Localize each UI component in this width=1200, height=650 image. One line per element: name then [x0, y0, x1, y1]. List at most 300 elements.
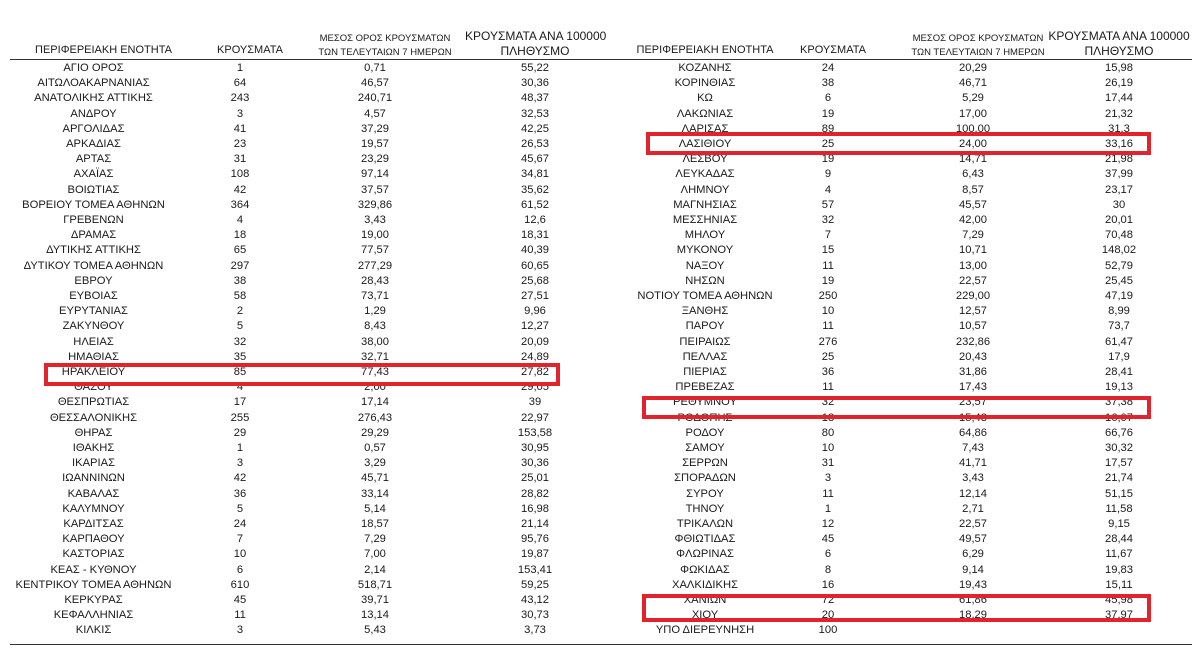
cell-cases: 72: [821, 594, 835, 606]
cell-per100k: 40,39: [521, 244, 549, 257]
cell-avg: 1,29: [364, 305, 386, 318]
cell-region: ΜΑΓΝΗΣΙΑΣ: [673, 198, 737, 211]
cell-avg: 5,29: [962, 92, 984, 105]
table-row: [0, 122, 600, 137]
cell-region: ΗΛΕΙΑΣ: [73, 335, 114, 348]
cell-region: ΚΑΒΑΛΑΣ: [67, 487, 120, 500]
cell-avg: 20,29: [959, 62, 987, 74]
cell-per100k: 12,27: [521, 320, 549, 333]
cell-region: ΛΕΥΚΑΔΑΣ: [675, 168, 735, 181]
cell-cases: 11: [822, 381, 834, 394]
cell-cases: 297: [230, 259, 250, 272]
cell-per100k: 30,36: [521, 77, 549, 90]
cell-per100k: 148,02: [1101, 244, 1137, 257]
cell-per100k: 20,09: [521, 335, 549, 348]
cell-per100k: 48,37: [521, 92, 549, 105]
cell-avg: 17,43: [959, 381, 987, 394]
header-region: ΠΕΡΙΦΕΡΕΙΑΚΗ ΕΝΟΤΗΤΑ: [35, 44, 172, 56]
table-row: [598, 350, 1198, 365]
cell-avg: 37,57: [361, 183, 389, 196]
cell-per100k: 55,22: [521, 62, 549, 74]
cell-cases: 31: [233, 153, 247, 166]
cell-per100k: 9,96: [524, 305, 546, 318]
cell-avg: 4,57: [364, 107, 386, 120]
cell-per100k: 22,97: [521, 411, 549, 424]
cell-per100k: 9,15: [1108, 518, 1130, 530]
cell-region: ΑΓΙΟ ΟΡΟΣ: [63, 62, 124, 74]
table-row: [598, 259, 1198, 274]
cell-per100k: 28,44: [1105, 533, 1133, 546]
table-row: [0, 547, 600, 562]
header-per100k-line1: ΚΡΟΥΣΜΑΤΑ ΑΝΑ 100000: [1048, 29, 1190, 43]
cell-region: ΜΥΚΟΝΟΥ: [676, 244, 734, 257]
cell-cases: 15: [821, 244, 835, 257]
cell-avg: 7,43: [962, 442, 984, 454]
cell-cases: 18: [821, 411, 835, 424]
cell-avg: 97,14: [361, 168, 389, 181]
cell-avg: 329,86: [357, 198, 393, 211]
cell-per100k: 17,44: [1105, 92, 1133, 105]
cell-cases: 3: [236, 624, 244, 637]
cell-per100k: 59,25: [521, 578, 549, 591]
cell-per100k: 17,57: [1105, 457, 1133, 470]
cell-per100k: 37,97: [1105, 609, 1133, 622]
cell-per100k: 12,6: [524, 214, 546, 226]
cell-avg: 31,86: [959, 366, 987, 378]
cell-avg: 38,00: [361, 335, 389, 348]
cell-avg: 13,14: [361, 609, 389, 622]
cell-region: ΥΠΟ ΔΙΕΡΕΥΝΗΣΗ: [655, 624, 755, 637]
cell-region: ΔΡΑΜΑΣ: [70, 229, 117, 242]
header-per100k-line2: ΠΛΗΘΥΣΜΟ: [1084, 44, 1154, 58]
table-row: [598, 623, 1198, 638]
cell-cases: 4: [236, 381, 244, 394]
cell-region: ΒΟΡΕΙΟΥ ΤΟΜΕΑ ΑΘΗΝΩΝ: [22, 198, 165, 211]
cell-region: ΚΕΑΣ - ΚΥΘΝΟΥ: [50, 563, 137, 576]
cell-avg: 46,71: [959, 77, 987, 90]
cell-per100k: 19,13: [1105, 381, 1133, 394]
cell-avg: 12,14: [959, 487, 987, 500]
cell-avg: 276,43: [357, 411, 393, 424]
cell-region: ΕΒΡΟΥ: [74, 274, 113, 287]
cell-region: ΑΝΔΡΟΥ: [70, 107, 117, 120]
table-row: [598, 198, 1198, 213]
table-row: [0, 532, 600, 547]
cell-cases: 19: [821, 274, 835, 287]
cell-region: ΦΘΙΩΤΙΔΑΣ: [674, 533, 736, 546]
cell-avg: 0,57: [364, 442, 386, 454]
cell-cases: 16: [821, 578, 835, 591]
cell-region: ΡΟΔΟΥ: [685, 426, 725, 439]
cell-avg: 12,57: [959, 305, 987, 318]
cell-avg: 2,14: [364, 563, 386, 576]
cell-cases: 9: [824, 168, 832, 181]
cell-cases: 2: [236, 305, 244, 318]
cell-region: ΔΥΤΙΚΗΣ ΑΤΤΙΚΗΣ: [46, 244, 141, 257]
cell-region: ΕΥΒΟΙΑΣ: [69, 290, 118, 302]
table-row: [598, 532, 1198, 547]
table-row: [0, 152, 600, 167]
cell-cases: 243: [230, 92, 250, 105]
cell-per100k: 19,87: [521, 548, 549, 561]
cell-per100k: 153,58: [517, 426, 553, 439]
cell-per100k: 153,41: [517, 563, 553, 576]
cell-per100k: 30,95: [521, 442, 549, 454]
cell-per100k: 37,99: [1105, 168, 1133, 181]
cell-cases: 10: [821, 442, 835, 454]
cell-per100k: 25,45: [1105, 274, 1133, 287]
cell-cases: 6: [824, 92, 832, 105]
cell-cases: 1: [236, 442, 244, 454]
cell-per100k: 34,81: [521, 168, 549, 181]
cell-avg: 17,14: [361, 396, 389, 409]
table-row: [598, 365, 1198, 380]
header-avg-line1: ΜΕΣΟΣ ΟΡΟΣ ΚΡΟΥΣΜΑΤΩΝ: [319, 33, 451, 44]
table-row: [0, 137, 600, 152]
table-row: [598, 426, 1198, 441]
cell-region: ΚΕΦΑΛΛΗΝΙΑΣ: [53, 609, 134, 622]
cell-avg: 64,86: [959, 426, 987, 439]
cell-avg: 73,71: [361, 290, 389, 302]
header-avg-line2: ΤΩΝ ΤΕΛΕΥΤΑΙΩΝ 7 ΗΜΕΡΩΝ: [318, 47, 452, 58]
table-row: [0, 319, 600, 334]
cell-per100k: 70,48: [1105, 229, 1133, 242]
cell-per100k: 19,83: [1105, 563, 1133, 576]
cell-region: ΚΑΡΠΑΘΟΥ: [62, 533, 125, 546]
cell-region: ΘΕΣΣΑΛΟΝΙΚΗΣ: [49, 411, 138, 424]
table-row: [598, 243, 1198, 258]
table-row: [0, 593, 600, 608]
cell-cases: 276: [818, 335, 838, 348]
cell-per100k: 37,38: [1105, 396, 1133, 409]
cell-region: ΑΙΤΩΛΟΑΚΑΡΝΑΝΙΑΣ: [37, 77, 150, 90]
table-row: [598, 319, 1198, 334]
cell-per100k: 32,53: [521, 107, 549, 120]
table-row: [0, 563, 600, 578]
table-row: [598, 167, 1198, 182]
cell-cases: 29: [233, 426, 247, 439]
cell-per100k: 42,25: [521, 122, 549, 135]
cell-region: ΗΡΑΚΛΕΙΟΥ: [61, 366, 126, 378]
cell-cases: 7: [824, 229, 832, 242]
cell-per100k: 18,31: [521, 229, 549, 242]
cell-region: ΠΙΕΡΙΑΣ: [683, 366, 727, 378]
cell-cases: 24: [821, 62, 835, 74]
cell-avg: 5,14: [364, 502, 386, 515]
cell-cases: 108: [230, 168, 250, 181]
table-row: [0, 228, 600, 243]
cell-per100k: 30,36: [521, 457, 549, 470]
cell-cases: 41: [233, 122, 247, 135]
cell-avg: 3,29: [364, 457, 386, 470]
cell-avg: 46,57: [361, 77, 389, 90]
cell-cases: 24: [233, 518, 247, 530]
cell-cases: 100: [818, 624, 838, 637]
cell-per100k: 60,65: [521, 259, 549, 272]
table-row: [0, 76, 600, 91]
table-row: [598, 563, 1198, 578]
cell-cases: 31: [821, 457, 835, 470]
cell-cases: 19: [821, 153, 835, 166]
cell-avg: 3,43: [364, 214, 386, 226]
cell-cases: 7: [236, 533, 244, 546]
cell-cases: 32: [233, 335, 247, 348]
cell-cases: 3: [824, 472, 832, 485]
cell-avg: 17,00: [959, 107, 987, 120]
cell-per100k: 35,62: [521, 183, 549, 196]
cell-region: ΤΡΙΚΑΛΩΝ: [676, 518, 734, 530]
cell-avg: 18,29: [959, 609, 987, 622]
cell-avg: 39,71: [361, 594, 389, 606]
cell-cases: 10: [233, 548, 247, 561]
cell-per100k: 28,41: [1105, 366, 1133, 378]
cell-per100k: 30,73: [521, 609, 549, 622]
table-row: [598, 547, 1198, 562]
cell-region: ΚΙΛΚΙΣ: [75, 624, 112, 637]
cell-region: ΖΑΚΥΝΘΟΥ: [62, 320, 125, 333]
cell-cases: 65: [233, 244, 247, 257]
cell-per100k: 43,12: [521, 594, 549, 606]
cell-cases: 18: [233, 229, 247, 242]
cell-region: ΜΗΛΟΥ: [684, 229, 726, 242]
table-row: [0, 608, 600, 623]
table-row: [598, 228, 1198, 243]
cell-avg: 240,71: [357, 92, 393, 105]
cell-cases: 20: [821, 609, 835, 622]
cell-cases: 25: [821, 138, 835, 150]
cell-avg: 7,00: [364, 548, 386, 561]
cell-cases: 5: [236, 320, 244, 333]
cell-region: ΑΡΚΑΔΙΑΣ: [66, 138, 121, 150]
header-rule: [598, 59, 1192, 60]
table-row: [0, 213, 600, 228]
cell-region: ΘΗΡΑΣ: [74, 426, 113, 439]
cell-cases: 32: [821, 396, 835, 409]
cell-avg: 8,43: [364, 320, 386, 333]
cell-avg: 29,29: [361, 426, 389, 439]
cell-region: ΧΑΛΚΙΔΙΚΗΣ: [671, 578, 738, 591]
cell-avg: 14,71: [959, 153, 987, 166]
highlight-box-irakleiou: [44, 363, 560, 386]
header-avg-line2: ΤΩΝ ΤΕΛΕΥΤΑΙΩΝ 7 ΗΜΕΡΩΝ: [911, 47, 1045, 58]
cell-region: ΦΛΩΡΙΝΑΣ: [676, 548, 734, 561]
table-row: [598, 380, 1198, 395]
cell-avg: 10,57: [959, 320, 987, 333]
cell-cases: 250: [818, 290, 838, 302]
header-cases: ΚΡΟΥΣΜΑΤΑ: [217, 44, 283, 56]
table-row: [0, 243, 600, 258]
cell-avg: 0,71: [364, 62, 386, 74]
cell-cases: 1: [824, 502, 832, 515]
cell-region: ΧΑΝΙΩΝ: [683, 594, 727, 606]
table-row: [0, 395, 600, 410]
cell-avg: 20,43: [959, 350, 987, 363]
table-row: [0, 441, 600, 456]
cell-per100k: 28,82: [521, 487, 549, 500]
cell-cases: 5: [236, 502, 244, 515]
cell-per100k: 21,14: [521, 518, 549, 530]
cell-region: ΚΑΡΔΙΤΣΑΣ: [63, 518, 124, 530]
cell-cases: 610: [230, 578, 250, 591]
cell-per100k: 27,82: [521, 366, 549, 378]
cell-avg: 33,14: [361, 487, 389, 500]
cell-cases: 3: [236, 457, 244, 470]
cell-avg: 6,29: [962, 548, 984, 561]
cell-region: ΣΕΡΡΩΝ: [682, 457, 728, 470]
cell-cases: 58: [233, 290, 247, 302]
cell-cases: 42: [233, 472, 247, 485]
cell-per100k: 3,73: [524, 624, 546, 637]
table-row: [598, 304, 1198, 319]
cell-cases: 25: [821, 350, 835, 363]
cell-avg: 10,71: [959, 244, 987, 257]
table-row: [0, 623, 600, 638]
table-row: [0, 335, 600, 350]
cell-cases: 36: [821, 366, 835, 378]
table-row: [0, 411, 600, 426]
cell-region: ΙΘΑΚΗΣ: [72, 442, 115, 454]
cell-avg: 9,14: [962, 563, 984, 576]
table-row: [598, 335, 1198, 350]
cell-per100k: 31,3: [1108, 122, 1130, 135]
cell-cases: 10: [821, 305, 835, 318]
table-row: [598, 578, 1198, 593]
table-row: [598, 107, 1198, 122]
cell-region: ΜΕΣΣΗΝΙΑΣ: [672, 214, 738, 226]
cell-per100k: 61,52: [521, 198, 549, 211]
cell-avg: 19,00: [361, 229, 389, 242]
cell-per100k: 21,74: [1105, 472, 1133, 485]
cell-region: ΠΕΛΛΑΣ: [682, 350, 728, 363]
cell-avg: 19,57: [361, 138, 389, 150]
cell-per100k: 25,01: [521, 472, 549, 485]
highlight-box-lasithiou: [646, 132, 1151, 155]
cell-per100k: 45,98: [1105, 594, 1133, 606]
highlight-box-rethymnou: [642, 396, 1151, 419]
cell-per100k: 16,98: [521, 502, 549, 515]
cell-region: ΝΑΞΟΥ: [685, 259, 725, 272]
cell-cases: 11: [234, 609, 246, 622]
cell-per100k: 61,47: [1105, 335, 1133, 348]
cell-per100k: 51,15: [1105, 487, 1133, 500]
cell-cases: 35: [233, 350, 247, 363]
cell-cases: 3: [236, 107, 244, 120]
cell-region: ΠΕΙΡΑΙΩΣ: [679, 335, 731, 348]
cell-avg: 15,43: [959, 411, 987, 424]
cell-per100k: 30,32: [1105, 442, 1133, 454]
cell-per100k: 8,99: [1108, 305, 1130, 318]
cell-avg: 277,29: [357, 259, 393, 272]
cell-avg: 23,29: [361, 153, 389, 166]
cell-region: ΒΟΙΩΤΙΑΣ: [67, 183, 120, 196]
cell-avg: 22,57: [959, 274, 987, 287]
cell-region: ΚΑΣΤΟΡΙΑΣ: [62, 548, 125, 561]
cell-region: ΣΥΡΟΥ: [686, 487, 724, 500]
cell-region: ΚΟΖΑΝΗΣ: [678, 62, 732, 74]
cell-cases: 11: [822, 259, 834, 272]
footer-rule: [598, 644, 1192, 645]
cell-avg: 61,86: [959, 594, 987, 606]
cell-per100k: 29,05: [521, 381, 549, 394]
cell-avg: 100,00: [955, 122, 991, 135]
header-avg-line1: ΜΕΣΟΣ ΟΡΟΣ ΚΡΟΥΣΜΑΤΩΝ: [912, 33, 1044, 44]
cell-cases: 85: [233, 366, 247, 378]
cell-avg: 19,43: [959, 578, 987, 591]
cell-cases: 38: [821, 77, 835, 90]
header-region: ΠΕΡΙΦΕΡΕΙΑΚΗ ΕΝΟΤΗΤΑ: [636, 44, 774, 56]
cell-avg: 45,71: [361, 472, 389, 485]
cell-avg: 5,43: [364, 624, 386, 637]
table-row: [598, 441, 1198, 456]
cell-cases: 23: [233, 138, 247, 150]
cell-per100k: 11,67: [1105, 548, 1133, 561]
cell-cases: 17: [233, 396, 247, 409]
cell-avg: 41,71: [959, 457, 987, 470]
cell-region: ΙΩΑΝΝΙΝΩΝ: [62, 472, 125, 485]
cell-per100k: 11,58: [1105, 502, 1133, 515]
footer-rule: [10, 644, 608, 645]
cell-avg: 2,00: [364, 381, 386, 394]
cell-per100k: 52,79: [1105, 259, 1133, 272]
cell-cases: 89: [821, 122, 835, 135]
table-row: [0, 259, 600, 274]
cell-region: ΚΩ: [697, 92, 713, 105]
cell-cases: 42: [233, 183, 247, 196]
cell-cases: 19: [821, 107, 835, 120]
cell-per100k: 45,67: [521, 153, 549, 166]
cell-region: ΚΕΡΚΥΡΑΣ: [64, 594, 123, 606]
cell-avg: 77,43: [361, 366, 389, 378]
cell-per100k: 26,19: [1105, 77, 1133, 90]
cell-per100k: 23,17: [1105, 183, 1133, 196]
table-row: [0, 487, 600, 502]
cell-region: ΘΕΣΠΡΩΤΙΑΣ: [57, 396, 130, 409]
cell-avg: 2,71: [962, 502, 984, 515]
cell-region: ΛΗΜΝΟΥ: [680, 183, 730, 196]
cell-per100k: 66,76: [1105, 426, 1133, 439]
cell-region: ΛΑΣΙΘΙΟΥ: [678, 138, 732, 150]
table-row: [598, 456, 1198, 471]
cell-region: ΠΑΡΟΥ: [685, 320, 725, 333]
cell-cases: 45: [233, 594, 247, 606]
table-row: [0, 289, 600, 304]
cell-per100k: 15,11: [1105, 578, 1133, 591]
cell-cases: 1: [236, 62, 244, 74]
cell-region: ΠΡΕΒΕΖΑΣ: [675, 381, 735, 394]
cell-region: ΓΡΕΒΕΝΩΝ: [63, 214, 124, 226]
cell-per100k: 39: [528, 396, 542, 409]
cell-avg: 49,57: [959, 533, 987, 546]
cell-cases: 38: [233, 274, 247, 287]
cell-region: ΑΡΤΑΣ: [75, 153, 112, 166]
cell-region: ΗΜΑΘΙΑΣ: [68, 350, 119, 363]
table-row: [0, 183, 600, 198]
cell-cases: 36: [233, 487, 247, 500]
cell-per100k: 17,9: [1108, 350, 1130, 363]
cell-region: ΛΕΣΒΟΥ: [682, 153, 728, 166]
cell-avg: 22,57: [959, 518, 987, 530]
cell-region: ΞΑΝΘΗΣ: [681, 305, 729, 318]
table-row: [0, 274, 600, 289]
cell-avg: 45,57: [959, 198, 987, 211]
table-row: [0, 456, 600, 471]
cell-cases: 57: [821, 198, 835, 211]
cell-cases: 11: [822, 320, 834, 333]
cell-avg: 8,57: [962, 183, 984, 196]
cell-region: ΝΟΤΙΟΥ ΤΟΜΕΑ ΑΘΗΝΩΝ: [637, 290, 773, 302]
cell-avg: 7,29: [962, 229, 984, 242]
table-row: [598, 183, 1198, 198]
